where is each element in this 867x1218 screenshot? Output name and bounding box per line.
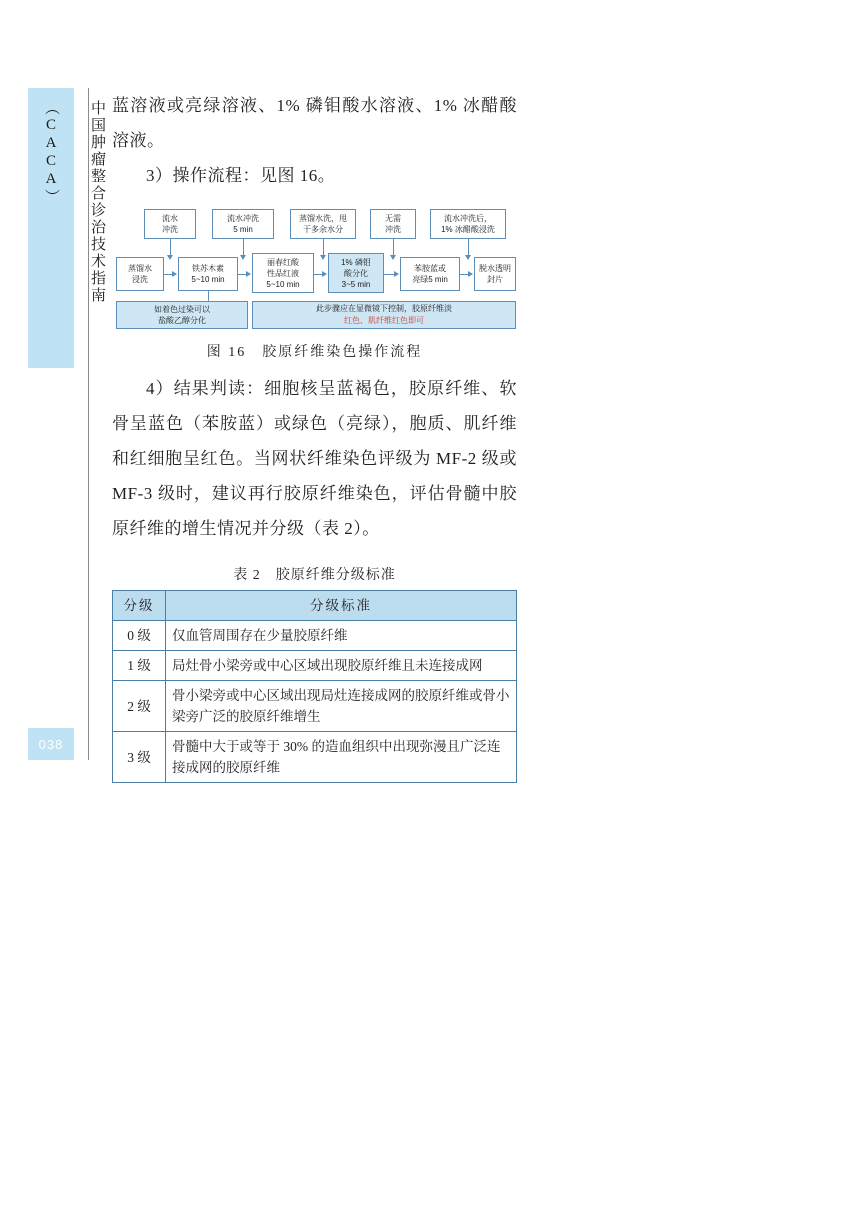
flow-note-right-line2: 红色、肌纤维红色即可 — [344, 316, 424, 325]
table-header-level: 分级 — [113, 591, 166, 621]
table-caption: 表 2 胶原纤维分级标准 — [233, 568, 396, 583]
table-cell-level: 1 级 — [113, 651, 166, 681]
table-row — [113, 681, 517, 732]
flow-arrow-line-b — [238, 274, 246, 275]
figure-collagen-staining-flow — [112, 205, 517, 335]
flow-arrow-right-b — [246, 271, 251, 277]
flow-note-left: 如着色过染可以 盐酸乙醇分化 — [116, 301, 248, 329]
table-cell-criteria: 骨髓中大于或等于 30% 的造血组织中出现弥漫且广泛连接成网的胶原纤维 — [166, 732, 517, 783]
paragraph-reagents: 蓝溶液或亮绿溶液、1% 磷钼酸水溶液、1% 冰醋酸溶液。 — [112, 96, 517, 150]
table-header-row — [113, 591, 517, 621]
flow-step-5: 苯胺蓝或 亮绿5 min — [400, 257, 460, 291]
table-cell-level: 0 级 — [113, 621, 166, 651]
grading-criteria-table — [112, 590, 517, 783]
flow-arrow-down-1 — [167, 255, 173, 260]
flow-step-1: 蒸馏水 浸洗 — [116, 257, 164, 291]
flow-top-box-5: 流水冲洗后， 1% 冰醋酸浸洗 — [430, 209, 506, 239]
table-header-criteria: 分级标准 — [166, 591, 517, 621]
flow-arrow-line-a — [164, 274, 172, 275]
flow-top-box-2: 流水冲洗 5 min — [212, 209, 274, 239]
table-row — [113, 732, 517, 783]
flow-step-4: 1% 磷钼 酸分化 3~5 min — [328, 253, 384, 293]
table-cell-level: 2 级 — [113, 681, 166, 732]
page-number-badge — [28, 728, 74, 760]
figure-caption: 图 16 胶原纤维染色操作流程 — [206, 345, 423, 360]
flow-arrow-line-c — [314, 274, 322, 275]
flow-arrow-line-d — [384, 274, 394, 275]
table-cell-level: 3 级 — [113, 732, 166, 783]
paragraph-results: 4）结果判读：细胞核呈蓝褐色，胶原纤维、软骨呈蓝色（苯胺蓝）或绿色（亮绿），胞质、肌纤维和红细胞呈红色。当网状纤维染色评级为 MF-2 级或 MF-3 级时，建议再行胶原纤维染色，评估骨髓中胶原纤维的增生情况并分级（表 2）。 — [112, 379, 517, 538]
page-content — [112, 88, 517, 783]
flow-arrow-down-2 — [240, 255, 246, 260]
flow-step-2: 铁苏木素 5~10 min — [178, 257, 238, 291]
table-row — [113, 621, 517, 651]
flow-arrow-right-c — [322, 271, 327, 277]
table-cell-criteria: 骨小梁旁或中心区域出现局灶连接成网的胶原纤维或骨小梁旁广泛的胶原纤维增生 — [166, 681, 517, 732]
side-tab-label: 中国肿瘤整合诊治技术指南（CACA） — [43, 100, 105, 304]
side-tab-series-title — [28, 88, 105, 368]
flow-arrow-right-a — [172, 271, 177, 277]
paragraph-procedure-ref: 3）操作流程：见图 16。 — [146, 166, 336, 185]
table-cell-criteria: 局灶骨小梁旁或中心区域出现胶原纤维且未连接成网 — [166, 651, 517, 681]
flow-note-right — [252, 301, 516, 329]
flow-arrow-down-4 — [390, 255, 396, 260]
flow-arrow-down-5 — [465, 255, 471, 260]
margin-divider — [88, 88, 89, 760]
table-cell-criteria: 仅血管周围存在少量胶原纤维 — [166, 621, 517, 651]
table-row — [113, 651, 517, 681]
flow-step-3: 丽春红酸 性品红液 5~10 min — [252, 253, 314, 293]
flow-top-box-1: 流水 冲洗 — [144, 209, 196, 239]
page-number: 038 — [38, 736, 64, 752]
flow-arrow-down-3 — [320, 255, 326, 260]
flow-note-right-line1: 此步骤应在显微镜下控制，胶原纤维淡 — [316, 304, 452, 313]
flow-arrow-right-e — [468, 271, 473, 277]
flow-arrow-right-d — [394, 271, 399, 277]
flow-top-box-4: 无需 冲洗 — [370, 209, 416, 239]
flow-step-6: 脱水透明 封片 — [474, 257, 516, 291]
flow-top-box-3: 蒸馏水洗，甩 干多余水分 — [290, 209, 356, 239]
flow-arrow-line-e — [460, 274, 468, 275]
